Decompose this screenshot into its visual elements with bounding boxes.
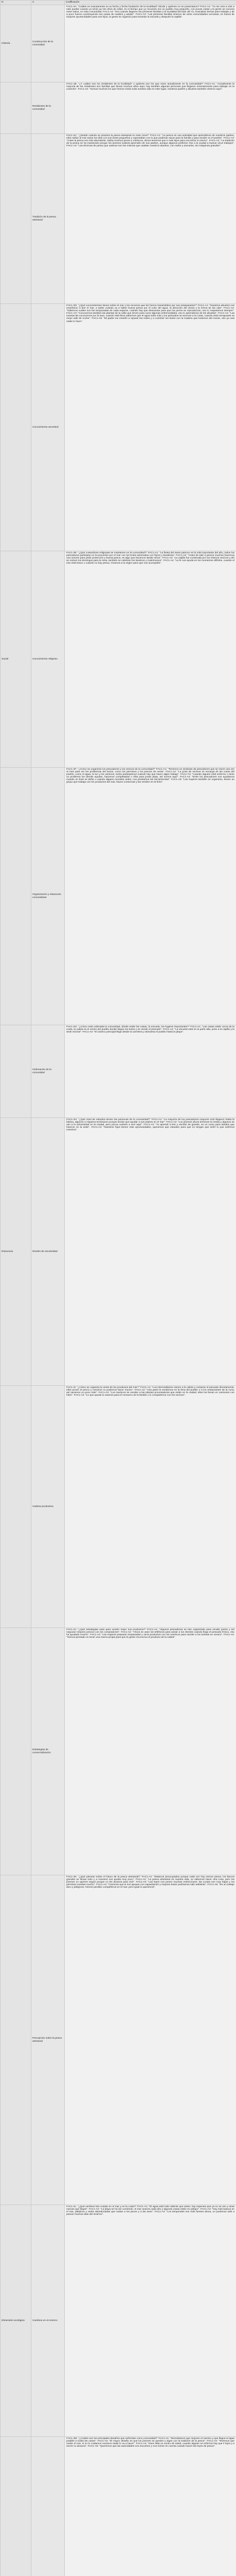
table-row — [1, 2205, 236, 2437]
coding-text-cell: FAC1-2J: "¿Qué estrategias usan para vender mejor sus productos?" FAC1-A1: "Algunos pescadores se han organizado para vender juntos y así negociar mejores precios con los compradores". FAC1-A2: "Ahora se usan los teléfonos para avisar a los clientes cuando llega el pescado fresco, eso ha ayudado mucho". FAC1-A3: "Las mujeres preparan empanadas y otros productos con los mariscos para vender a los turistas en verano". FAC1-A4: "Hemos pensado en tener una marca propia para que la gente reconozca el producto de la caleta". — [65, 1628, 236, 1875]
category-cell: Historia — [1, 5, 31, 82]
subcategory-cell: Tradición de la pesca artesanal — [31, 134, 65, 304]
coding-text-cell: FAC1-2L: "¿Qué cambios han notado en el mar y en la costa?" FAC1-A1: "El agua está más caliente que antes, hay especies que ya no se ven y otras nuevas que llegan". FAC1-A2: "La playa se ha ido comiendo, el mar avanza cada año y algunas casas están en peligro". FAC1-A3: "Hay más basura en el mar, plásticos y redes abandonadas que matan a los peces y a las aves". FAC1-A4: "Los temporales son más fuertes ahora, no podemos salir a pescar muchos días del invierno". — [65, 2205, 236, 2437]
category-cell: Social — [1, 551, 31, 768]
table-row — [1, 304, 236, 551]
category-cell — [1, 2437, 31, 2576]
category-cell — [1, 304, 31, 551]
coding-text-cell: FAC1-2M: "¿Cuáles son los principales desafíos que enfrentan como comunidad?" FAC1-A1: "Necesitamos que mejoren el camino y que llegue el agua potable a todas las casas". FAC1-A2: "El mayor desafío es que los jóvenes se queden y sigan con la tradición de la pesca". FAC1-A3: "Tenemos que cuidar el mar, si no lo cuidamos nosotros nadie lo va a hacer". FAC1-A4: "Hace falta un centro de salud, cuando alguien se enferma hay que ir lejos y a veces no alcanza". FAC1-A5: "Queremos que las autoridades nos escuchen y nos tomen en cuenta cuando hacen las leyes de pesca". — [65, 2437, 236, 2576]
table-row — [1, 768, 236, 1025]
table-row — [1, 134, 236, 304]
subcategory-cell: Estrategias de comercialización — [31, 1628, 65, 1875]
table-row — [1, 2437, 236, 2576]
subcategory-cell: Percepción sobre la pesca artesanal — [31, 1875, 65, 2205]
category-cell — [1, 1025, 31, 1118]
coding-text-cell: FAC1-2I: "¿Cómo se organiza la venta de los productos del mar?" FAC1-A1: "Los intermediarios vienen a la caleta y compran el pescado directamente, ellos ponen el precio y nosotros no podemos hacer mucho". FAC1-A2: "Una parte la vendemos en la feria del pueblo o a los restaurantes de la zona, así sacamos un poco más". FAC1-A3: "Los mariscos se venden a las plantas procesadoras que están en la ciudad, ellos los llevan en camiones con hielo". FAC1-A4: "Lo que queda lo usamos para el consumo de la familia o lo compartimos con los vecinos". — [65, 1386, 236, 1628]
coding-text-cell: FAC1-2A: "Cuáles es exactamente su su fecha y fecha fundación de la localidad? dónde y quiénes no se presentaron? FAC1-A1: "Yo me vine a vivir a este pueblo cuando yo tenía ya mis años de edad, en el tiempo que yo recuerdo era un pueblo muy pequeño, con pocas casas y la gente se conocía entre todos, en esta comunidad; FAC1-A2: "Era cuando llegaron las primeras familias a la localidad del lado del río, buscaban tierras para trabajar y de a poco fueron construyendo sus casas de madera y adobe". FAC1-A3: "Las primeras familias vinieron de otras comunidades cercanas, en busca de mejores oportunidades para sus hijos, la gente se organizó para levantar la escuela y después la capilla". — [65, 5, 236, 82]
subcategory-cell: Cambios en el entorno — [31, 2205, 65, 2437]
header-category: N — [1, 1, 31, 5]
table-row — [1, 1025, 236, 1118]
category-cell: Dimensión ecológica — [1, 2205, 31, 2437]
header-coding: Codificación — [65, 1, 236, 5]
category-cell — [1, 134, 31, 304]
subcategory-cell: Cadena productiva — [31, 1386, 65, 1628]
coding-text-cell: FAC1-2E: "¿Qué costumbres religiosas se mantienen en la comunidad?" FAC1-A1: "La fiesta del santo patrono es la más importante del año, todos los pescadores participan en la procesión por el mar con los botes adornados con flores y banderas". FAC1-A2: "Antes de salir a pescar muchos hacemos una oración para pedir protección y buena pesca, es algo que hacemos desde niños". FAC1-A3: "La capilla fue construida por los mismos vecinos y ahí se reúnen los domingos para la misa, también se celebran los bautizos y matrimonios". FAC1-A4: "La fe nos ayuda en los momentos difíciles, cuando el mar está bravo o cuando no hay pesca, rezamos a la virgen para que nos acompañe". — [65, 551, 236, 768]
category-cell — [1, 1386, 31, 1628]
category-cell — [1, 768, 31, 1025]
subcategory-cell: Conocimiento ancestral — [31, 304, 65, 551]
subcategory-cell: Conocimiento religioso — [31, 551, 65, 768]
table-body — [1, 5, 236, 2576]
subcategory-cell: Organización y relaciones comunitarias — [31, 768, 65, 1025]
category-cell — [1, 1628, 31, 1875]
table-row — [1, 1386, 236, 1628]
coding-text-cell: FAC1-2H: "¿Qué nivel de estudios tienen las personas de la comunidad?" FAC1-A1: "La mayoría de los pescadores mayores solo llegaron hasta la básica, algunos ni siquiera terminaron porque tenían que ayudar a sus padres en el mar". FAC1-A2: "Los jóvenes ahora terminan la media y algunos se van a la universidad en la ciudad, pero pocos vuelven a vivir aquí". FAC1-A3: "Yo aprendí a leer y escribir de grande, en un curso para adultos que hicieron en la sede". FAC1-A4: "Nuestros hijos tienen más oportunidades, queremos que estudien para que no tengan que sufrir lo que sufrimos nosotros". — [65, 1118, 236, 1386]
subcategory-cell: Ordenación de la comunidad — [31, 1025, 65, 1118]
coding-text-cell: FAC1-1B: "¿Y cuáles son los residentes de la localidad? o quiénes son los que viven actualmente en la comunidad?" FAC1-A1: "Actualmente la mayoría de los residentes son familias que llevan muchos años aquí, hay también algunas personas que llegaron recientemente para trabajar en la cosecha". FAC1-A2: "Somos muchos los que hemos vivido toda nuestra vida en este lugar, nuestros padres y abuelos también vivieron aquí". — [65, 82, 236, 134]
subcategory-cell: Residentes de la comunidad — [31, 82, 65, 134]
coding-text-cell: FAC1-2C: "¿Desde cuándo se practica la pesca artesanal en esta zona?" FAC1-A1: "La pesca es una actividad que aprendimos de nuestros padres, ellos salían al mar todos los días con sus botes pequeños y regresaban con lo que pudieran sacar para la familia y para vender en el pueblo". FAC1-A3: "Antes la pesca era más abundante, había muchos peces y mariscos, ahora tenemos que ir más lejos para encontrar lo mismo". FAC1-A2: "La tradición de la pesca se ha mantenido porque los jóvenes todavía aprenden de sus padres, aunque algunos prefieren irse a la ciudad a buscar otros trabajos". FAC1-A4: "Las técnicas de pesca que usamos son las mismas que usaban nuestros abuelos, con redes y anzuelos, sin máquinas grandes". — [65, 134, 236, 304]
category-cell: Estructura — [1, 1118, 31, 1386]
category-cell — [1, 82, 31, 134]
subcategory-cell: Niveles de escolaridad — [31, 1118, 65, 1386]
header-row — [1, 1, 236, 5]
category-cell — [1, 1875, 31, 2205]
table-row — [1, 551, 236, 768]
header-subcategory: C — [31, 1, 65, 5]
coding-text-cell: FAC1-2D: "¿Qué conocimientos tienen sobre el mar y los recursos que les fueron transmitidos por sus antepasados?" FAC1-A1: "Nuestros abuelos nos enseñaron a leer el mar, a saber cuándo va a haber buena pesca por el color del agua, la dirección del viento y la forma de las olas". FAC1-A2: "Sabemos cuáles son las temporadas de cada especie, cuándo hay que descansar para que los peces se reproduzcan, eso lo respetamos siempre". FAC1-A3: "Conocemos también las plantas de la orilla que sirven para curar algunas enfermedades, eso lo aprendimos de las abuelas". FAC1-A4: "Las mareas las conocemos por la luna, cuando está llena sabemos que el agua sube más y los pescados se acercan a la costa, cuando está menguante es mejor salir de noche". FAC1-A5: "Mi padre me enseñó a reparar las redes y a construir los botes con la madera que traíamos del monte, eso ya casi nadie lo hace". — [65, 304, 236, 551]
table-row — [1, 82, 236, 134]
subcategory-cell — [31, 2437, 65, 2576]
coding-text-cell: FAC1-2K: "¿Qué piensan sobre el futuro de la pesca artesanal?" FAC1-A1: "Estamos preocupados porque cada vez hay menos pesca, los barcos grandes se llevan todo y a nosotros nos queda muy poco". FAC1-A2: "La pesca artesanal es nuestra vida, no sabemos hacer otra cosa, pero los jóvenes no quieren seguir porque no les alcanza para vivir". FAC1-A3: "Las leyes nos ponen muchas restricciones, las cuotas son muy bajas y los permisos cuestan mucho". FAC1-A4: "Creemos que si nos apoyan con capacitación y mejores botes podríamos salir adelante". FAC1-A5: "Es un trabajo duro y peligroso, hemos perdido compañeros en el mar, pero igual lo queremos". — [65, 1875, 236, 2205]
coding-text-cell: FAC1-2G: "¿Cómo está ordenada la comunidad, dónde están las casas, la escuela, los lugares importantes?" FAC1-A1: "Las casas están cerca de la costa, la caleta es el centro del pueblo donde llegan los botes y se vende el pescado". FAC1-A2: "La escuela está en la parte alta, junto a la capilla y la sede vecinal". FAC1-A3: "El camino principal llega desde la carretera y atraviesa el pueblo hasta la playa". — [65, 1025, 236, 1118]
table-row — [1, 5, 236, 82]
table-row — [1, 1875, 236, 2205]
coding-text-cell: FAC1-2F: "¿Cómo se organizan los pescadores y los vecinos de la comunidad?" FAC1-A1: "Tenemos un sindicato de pescadores que se reúne una vez al mes para ver los problemas del sector, como los permisos y los precios de venta". FAC1-A2: "La junta de vecinos se encarga de las cosas del pueblo, como el agua, la luz y los caminos, todos participamos cuando hay que hacer algún trabajo". FAC1-A3: "Cuando alguien está enfermo o tiene un problema los demás ayudan, hacemos completadas o rifas para juntar plata, así somos aquí". FAC1-A4: "Entre los pescadores nos ayudamos cuando un bote se daña o cuando alguien necesita redes, nos prestamos las herramientas". FAC1-A5: "Las mujeres también se organizan, tienen un grupo que trabaja con los productos del mar, hacen conservas y las venden en la feria". — [65, 768, 236, 1025]
table-row — [1, 1628, 236, 1875]
subcategory-cell: Construcción de la comunidad — [31, 5, 65, 82]
table-row — [1, 1118, 236, 1386]
